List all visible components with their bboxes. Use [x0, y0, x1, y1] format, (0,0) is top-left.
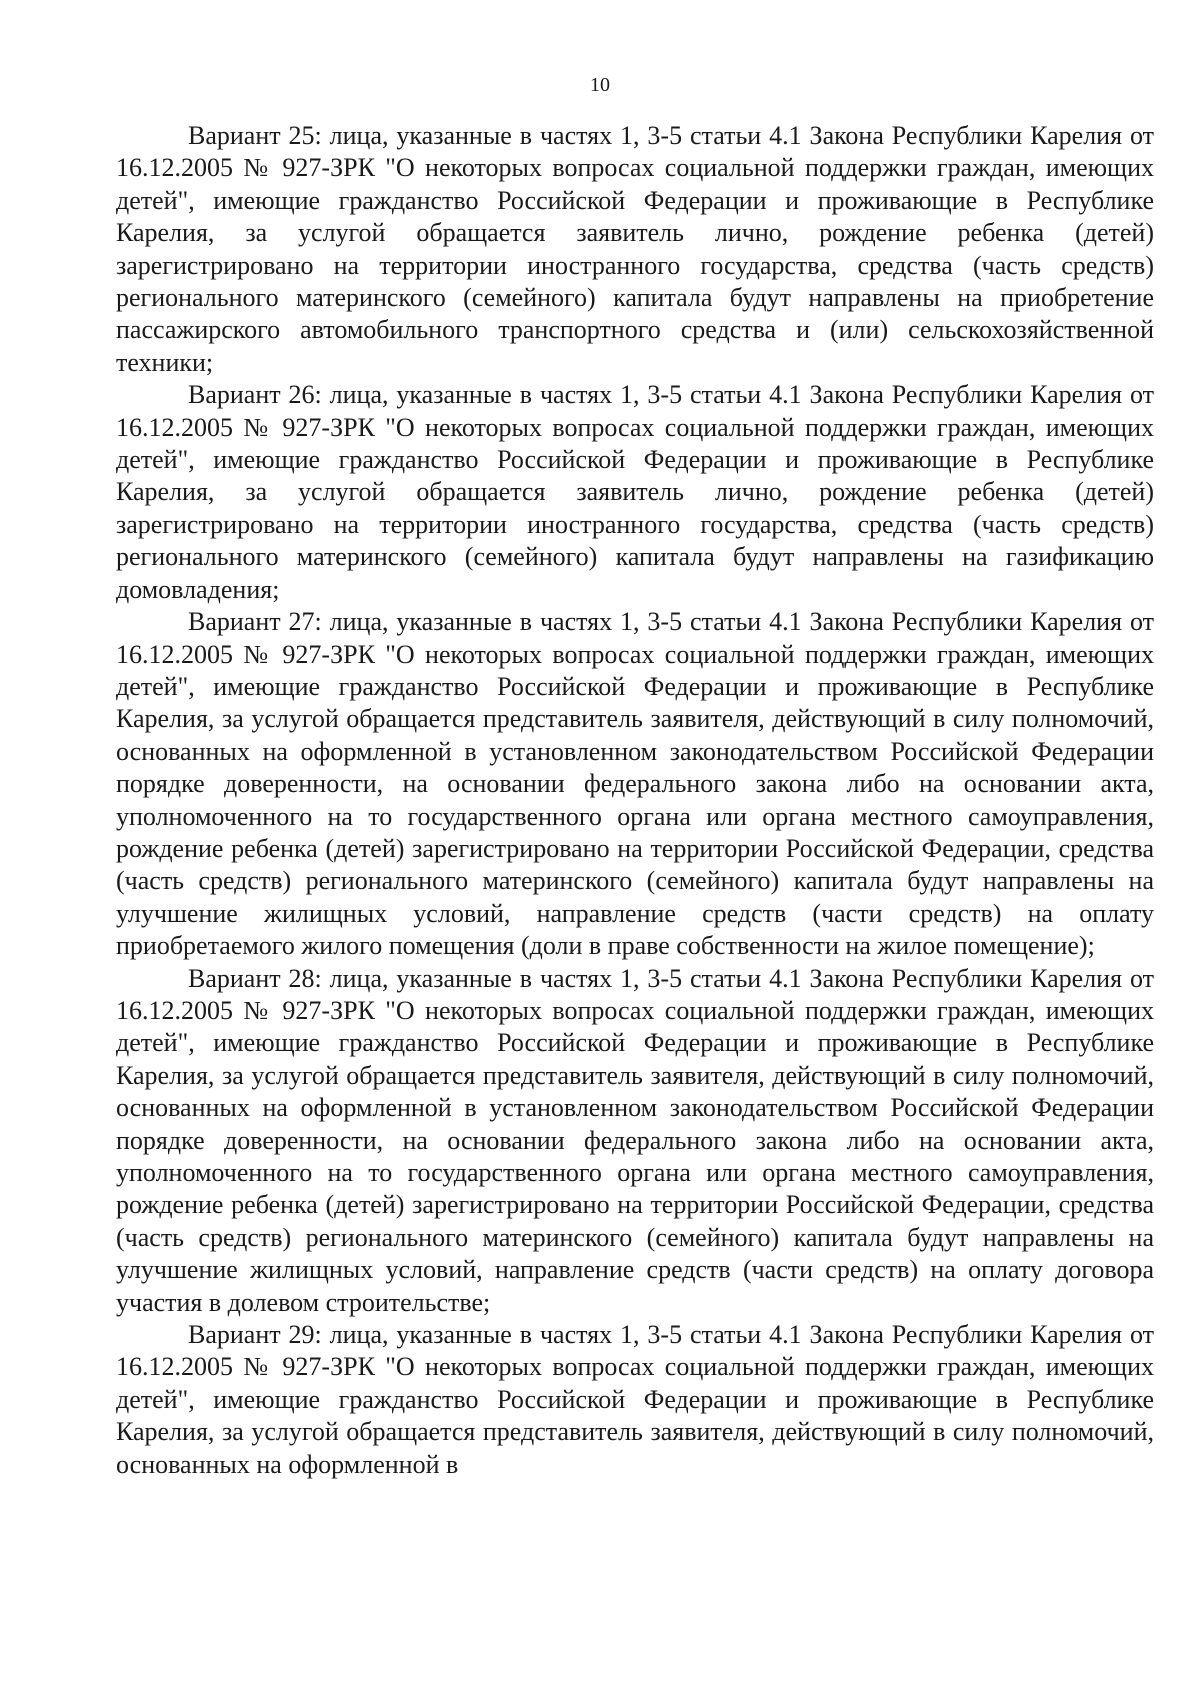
paragraph-variant-25: Вариант 25: лица, указанные в частях 1, 3-5 статьи 4.1 Закона Республики Карелия от 16.12.2005 № 927-ЗРК "О некоторых вопросах социальной поддержки граждан, имеющих детей", имеющие гражданство Российской Федерации и проживающие в Республике Карелия, за услугой обращается заявитель лично, рождение ребенка (детей) зарегистрировано на территории иностранного государства, средства (часть средств) регионального материнского (семейного) капитала будут направлены на приобретение пассажирского автомобильного транспортного средства и (или) сельскохозяйственной техники;: [116, 121, 1154, 377]
document-body: [116, 120, 1154, 1481]
page-number: 10: [590, 74, 610, 96]
paragraph-variant-29: Вариант 29: лица, указанные в частях 1, 3-5 статьи 4.1 Закона Республики Карелия от 16.12.2005 № 927-ЗРК "О некоторых вопросах социальной поддержки граждан, имеющих детей", имеющие гражданство Российской Федерации и проживающие в Республике Карелия, за услугой обращается представитель заявителя, действующий в силу полномочий, основанных на оформленной в: [116, 1320, 1154, 1479]
paragraph-variant-27: Вариант 27: лица, указанные в частях 1, 3-5 статьи 4.1 Закона Республики Карелия от 16.12.2005 № 927-ЗРК "О некоторых вопросах социальной поддержки граждан, имеющих детей", имеющие гражданство Российской Федерации и проживающие в Республике Карелия, за услугой обращается представитель заявителя, действующий в силу полномочий, основанных на оформленной в установленном законодательством Российской Федерации порядке доверенности, на основании федерального закона либо на основании акта, уполномоченного на то государственного органа или органа местного самоуправления, рождение ребенка (детей) зарегистрировано на территории Российской Федерации, средства (часть средств) регионального материнского (семейного) капитала будут направлены на улучшение жилищных условий, направление средств (части средств) на оплату приобретаемого жилого помещения (доли в праве собственности на жилое помещение);: [116, 607, 1154, 961]
paragraph-variant-28: Вариант 28: лица, указанные в частях 1, 3-5 статьи 4.1 Закона Республики Карелия от 16.12.2005 № 927-ЗРК "О некоторых вопросах социальной поддержки граждан, имеющих детей", имеющие гражданство Российской Федерации и проживающие в Республике Карелия, за услугой обращается представитель заявителя, действующий в силу полномочий, основанных на оформленной в установленном законодательством Российской Федерации порядке доверенности, на основании федерального закона либо на основании акта, уполномоченного на то государственного органа или органа местного самоуправления, рождение ребенка (детей) зарегистрировано на территории Российской Федерации, средства (часть средств) регионального материнского (семейного) капитала будут направлены на улучшение жилищных условий, направление средств (части средств) на оплату договора участия в долевом строительстве;: [116, 963, 1154, 1317]
paragraph-variant-26: Вариант 26: лица, указанные в частях 1, 3-5 статьи 4.1 Закона Республики Карелия от 16.12.2005 № 927-ЗРК "О некоторых вопросах социальной поддержки граждан, имеющих детей", имеющие гражданство Российской Федерации и проживающие в Республике Карелия, за услугой обращается заявитель лично, рождение ребенка (детей) зарегистрировано на территории иностранного государства, средства (часть средств) регионального материнского (семейного) капитала будут направлены на газификацию домовладения;: [116, 380, 1154, 604]
